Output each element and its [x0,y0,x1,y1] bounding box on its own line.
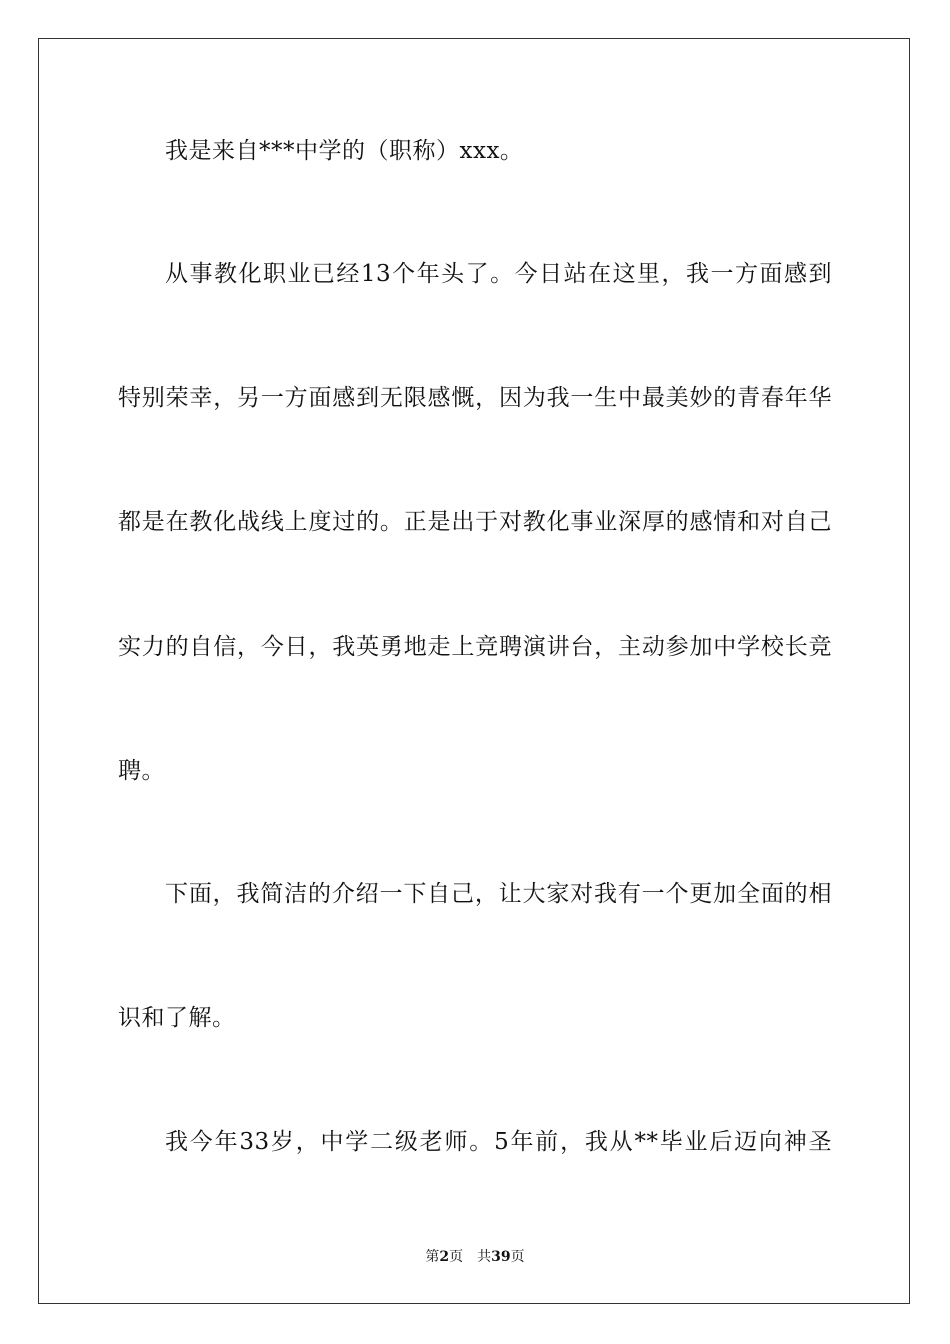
paragraph-line-5: 实力的自信，今日，我英勇地走上竞聘演讲台，主动参加中学校长竞 [118,634,832,660]
paragraph-line-2: 从事教化职业已经13个年头了。今日站在这里，我一方面感到 [165,261,832,287]
paragraph-line-9: 我今年33岁，中学二级老师。5年前，我从**毕业后迈向神圣 [165,1129,832,1155]
total-prefix: 共 [477,1249,492,1265]
page-prefix: 第 [425,1249,440,1265]
paragraph-line-4: 都是在教化战线上度过的。正是出于对教化事业深厚的感情和对自己 [118,509,832,535]
paragraph-line-7: 下面，我简洁的介绍一下自己，让大家对我有一个更加全面的相 [165,881,832,907]
page-border [38,38,910,1304]
paragraph-line-3: 特别荣幸，另一方面感到无限感慨，因为我一生中最美妙的青春年华 [118,385,832,411]
paragraph-line-1: 我是来自***中学的（职称）xxx。 [165,138,524,164]
page-footer [0,1248,950,1266]
paragraph-line-8: 识和了解。 [118,1005,236,1031]
total-pages: 39 [491,1249,511,1265]
page-suffix: 页 [449,1249,464,1265]
total-suffix: 页 [510,1249,525,1265]
page-number: 2 [439,1249,450,1265]
paragraph-line-6: 聘。 [118,758,165,784]
